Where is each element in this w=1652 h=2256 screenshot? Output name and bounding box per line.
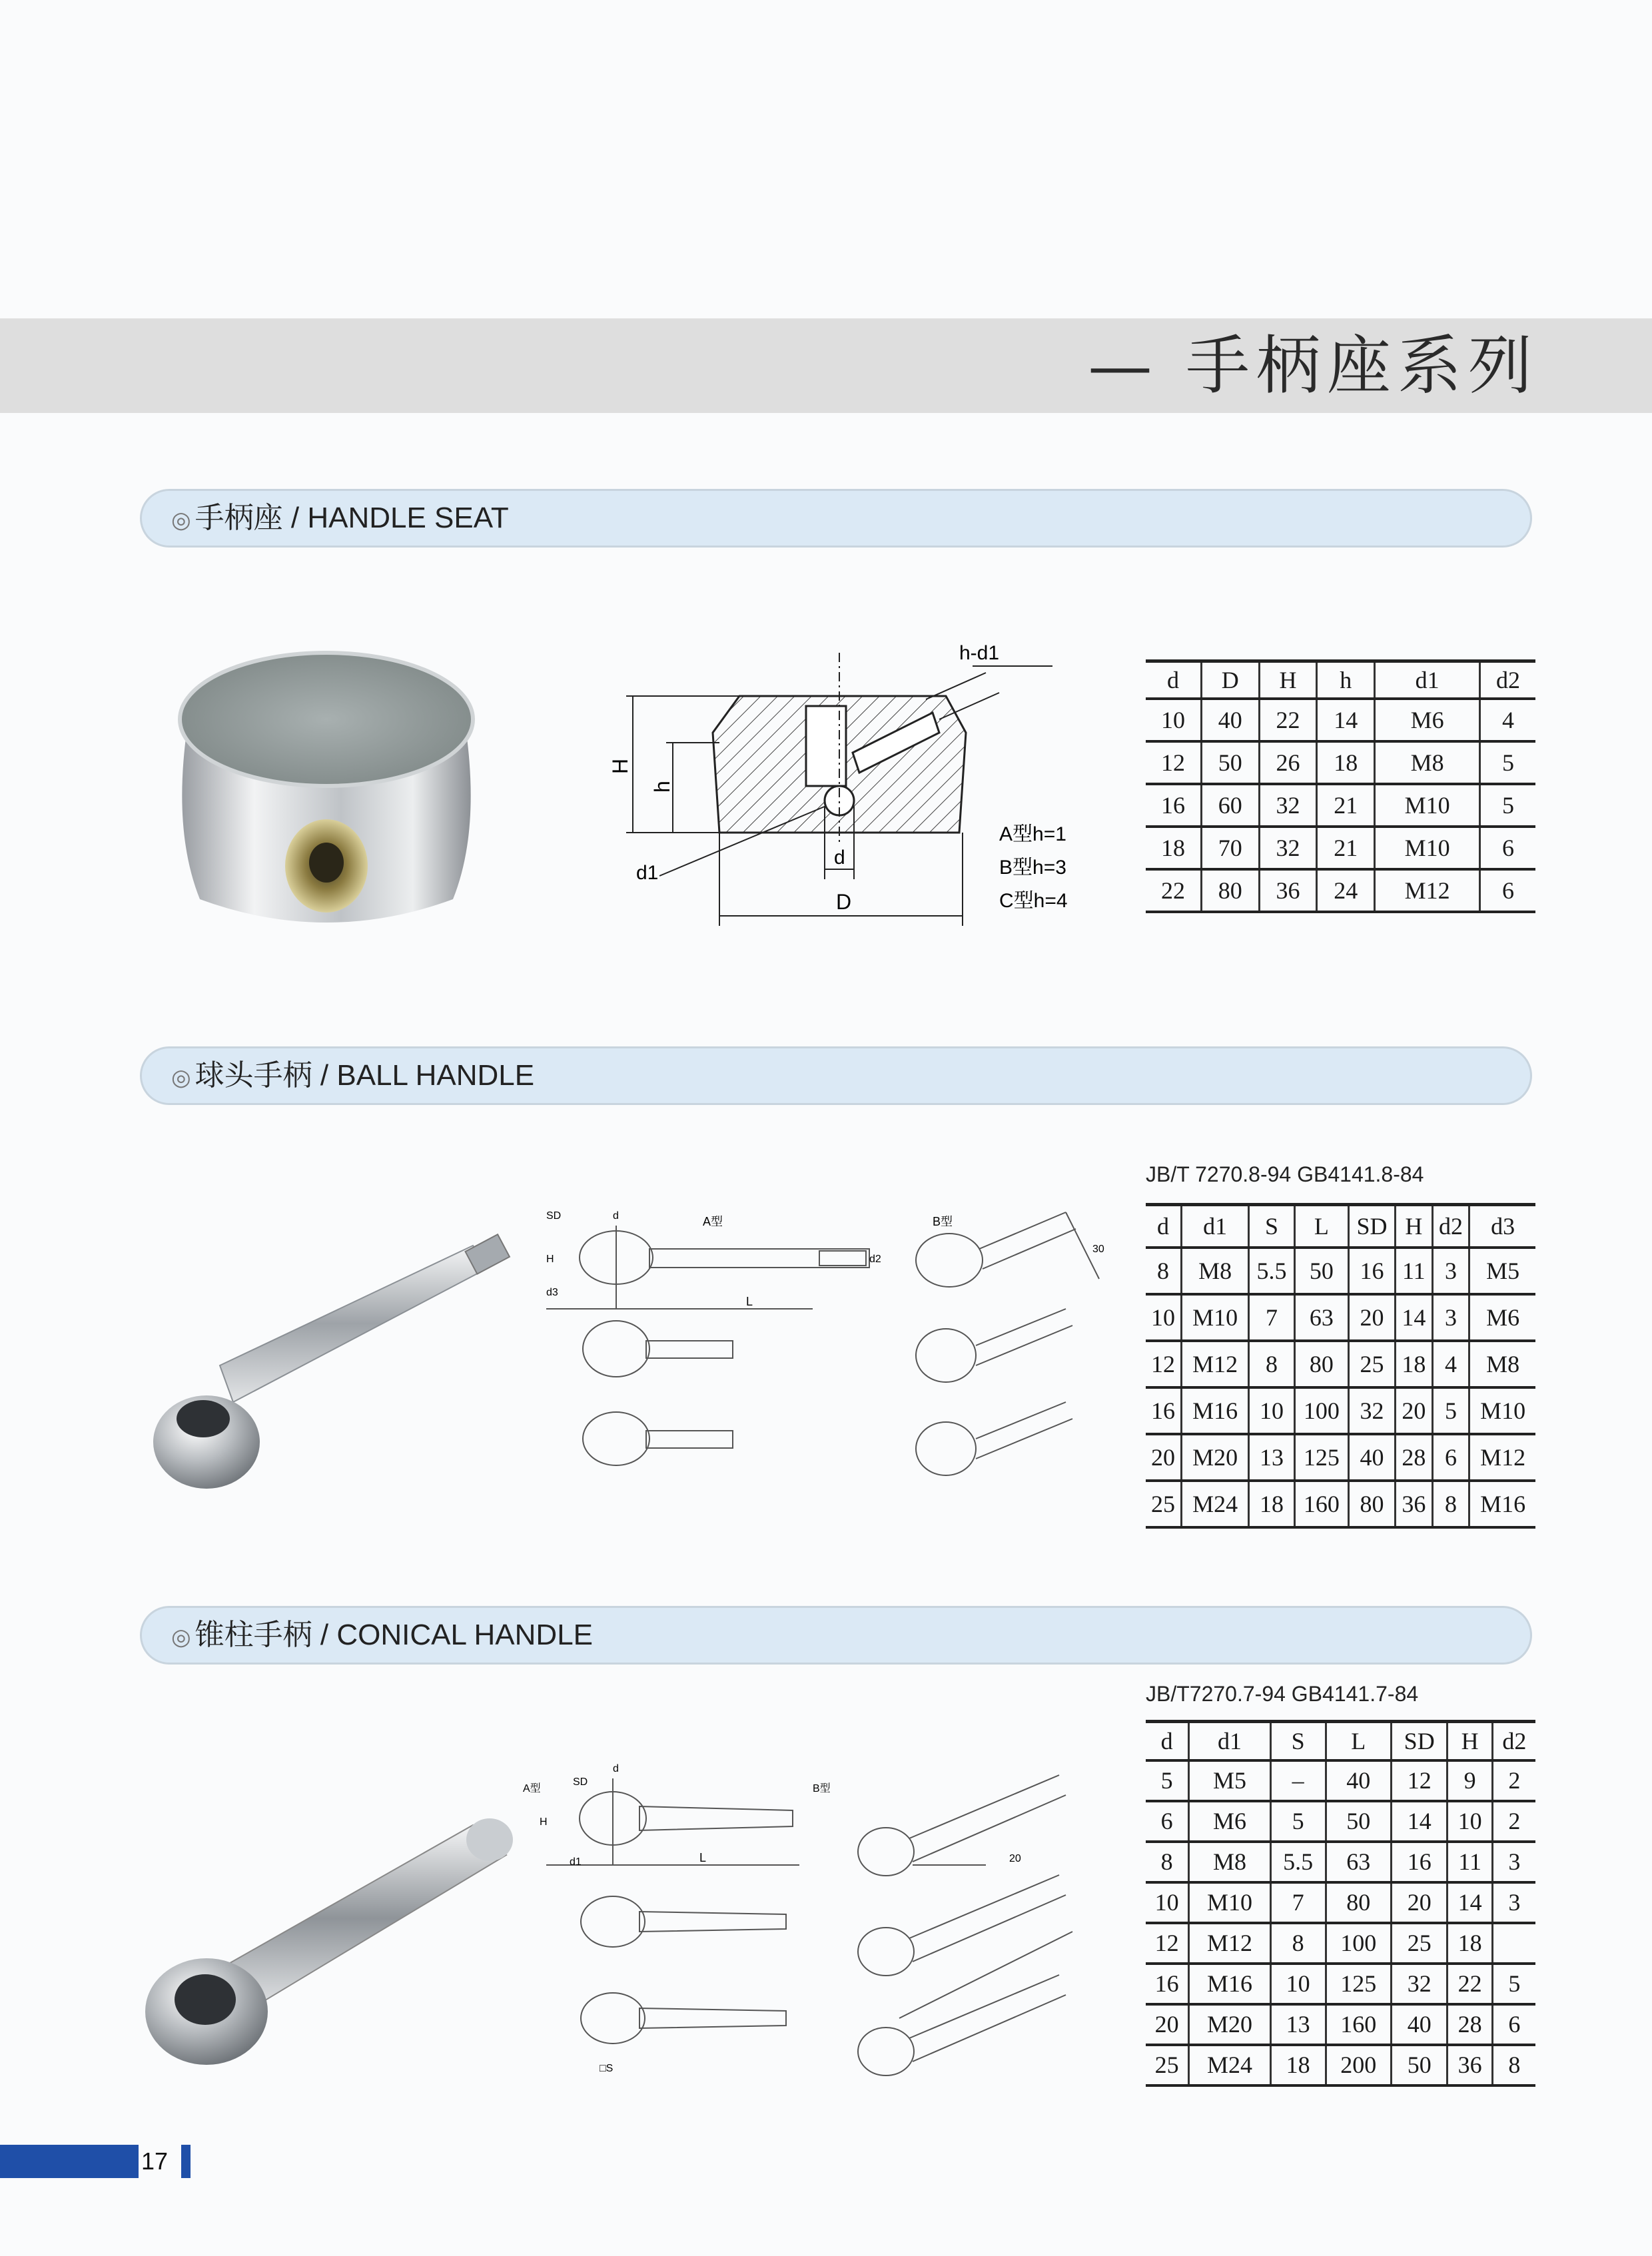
handle-seat-photo xyxy=(160,633,493,946)
table-row xyxy=(1146,1387,1535,1434)
column-header: L xyxy=(1294,1205,1348,1248)
svg-text:d: d xyxy=(613,1763,619,1774)
table-cell: 200 xyxy=(1326,2045,1391,2085)
table-cell: 25 xyxy=(1150,1490,1175,1517)
table-cell: 36 xyxy=(1447,2045,1492,2085)
table-cell: 50 xyxy=(1201,741,1259,784)
column-header: H xyxy=(1396,1205,1433,1248)
ball-handle-standard: JB/T 7270.8-94 GB4141.8-84 xyxy=(1146,1162,1424,1186)
table-cell: 6 xyxy=(1480,827,1535,869)
table-cell: M6 xyxy=(1469,1294,1535,1341)
table-cell: 21 xyxy=(1317,784,1375,827)
table-cell: M8 xyxy=(1469,1341,1535,1387)
table-cell: 21 xyxy=(1317,827,1375,869)
table-cell: 63 xyxy=(1294,1294,1348,1341)
table-cell: 12 xyxy=(1150,1350,1175,1377)
table-cell: 80 xyxy=(1349,1481,1396,1527)
svg-text:B型: B型 xyxy=(813,1783,831,1794)
table-cell: 11 xyxy=(1447,1842,1492,1882)
table-cell: 8 xyxy=(1160,1848,1173,1875)
column-header: d2 xyxy=(1492,1722,1535,1760)
table-cell: M16 xyxy=(1181,1387,1248,1434)
table-cell: 32 xyxy=(1349,1387,1396,1434)
table-cell: 100 xyxy=(1326,1923,1391,1964)
column-header: d xyxy=(1156,1212,1169,1240)
table-cell: 6 xyxy=(1492,2004,1535,2045)
table-cell: 36 xyxy=(1259,869,1317,912)
section-title: 锥柱手柄 / CONICAL HANDLE xyxy=(195,1619,594,1651)
table-cell: 5 xyxy=(1492,1964,1535,2004)
column-header: d1 xyxy=(1189,1722,1271,1760)
table-cell: 18 xyxy=(1396,1341,1433,1387)
handle-seat-drawing xyxy=(586,633,1112,933)
table-cell: 14 xyxy=(1396,1294,1433,1341)
table-cell: 18 xyxy=(1317,741,1375,784)
table-cell: 16 xyxy=(1160,791,1185,819)
table-cell: 22 xyxy=(1447,1964,1492,2004)
table-row xyxy=(1146,1434,1535,1481)
section-marker-icon: ◎ xyxy=(171,1625,191,1650)
table-cell: 50 xyxy=(1326,1801,1391,1842)
svg-text:h: h xyxy=(650,781,674,793)
table-cell: 100 xyxy=(1294,1387,1348,1434)
table-row xyxy=(1146,1248,1535,1294)
table-cell: 24 xyxy=(1317,869,1375,912)
table-cell: 8 xyxy=(1249,1341,1294,1387)
table-cell: 6 xyxy=(1480,869,1535,912)
section-conical-handle-header xyxy=(140,1606,1532,1665)
column-header: d1 xyxy=(1375,661,1480,699)
svg-text:h-d1: h-d1 xyxy=(959,642,1000,664)
table-cell: 5 xyxy=(1480,741,1535,784)
conical-handle-spec-table xyxy=(1146,1720,1535,2087)
table-cell: 40 xyxy=(1326,1760,1391,1801)
table-row xyxy=(1146,784,1535,827)
table-cell: 160 xyxy=(1326,2004,1391,2045)
table-cell: 32 xyxy=(1391,1964,1447,2004)
table-row xyxy=(1146,2045,1535,2085)
table-cell: 10 xyxy=(1249,1387,1294,1434)
table-cell: 60 xyxy=(1201,784,1259,827)
ball-handle-photo xyxy=(133,1232,533,1499)
table-cell: 14 xyxy=(1317,699,1375,741)
svg-text:d1: d1 xyxy=(570,1856,582,1868)
table-cell: M12 xyxy=(1181,1341,1248,1387)
svg-text:□S: □S xyxy=(600,2063,614,2074)
table-cell: 5 xyxy=(1480,784,1535,827)
svg-text:H: H xyxy=(608,758,632,774)
table-cell: 125 xyxy=(1294,1434,1348,1481)
table-cell: 3 xyxy=(1492,1882,1535,1923)
table-cell: 40 xyxy=(1391,2004,1447,2045)
table-cell: 8 xyxy=(1156,1257,1169,1284)
table-cell: M12 xyxy=(1189,1923,1271,1964)
table-header-row xyxy=(1146,1205,1535,1248)
table-cell: 7 xyxy=(1270,1882,1326,1923)
table-cell: 18 xyxy=(1270,2045,1326,2085)
table-cell: 10 xyxy=(1160,706,1185,733)
table-cell: 28 xyxy=(1396,1434,1433,1481)
table-cell: 18 xyxy=(1447,1923,1492,1964)
table-cell: 12 xyxy=(1391,1760,1447,1801)
table-row xyxy=(1146,1294,1535,1341)
svg-text:B型: B型 xyxy=(933,1215,953,1228)
table-cell: 12 xyxy=(1154,1930,1179,1956)
svg-text:D: D xyxy=(836,890,852,914)
table-cell: 125 xyxy=(1326,1964,1391,2004)
column-header: L xyxy=(1326,1722,1391,1760)
column-header: d xyxy=(1166,666,1179,693)
handle-seat-spec-table xyxy=(1146,659,1535,913)
table-cell: 3 xyxy=(1492,1842,1535,1882)
svg-text:L: L xyxy=(746,1295,753,1308)
svg-text:H: H xyxy=(540,1816,548,1828)
table-cell: 9 xyxy=(1447,1760,1492,1801)
table-cell: 70 xyxy=(1201,827,1259,869)
section-marker-icon: ◎ xyxy=(171,1065,191,1090)
svg-text:d: d xyxy=(613,1210,619,1222)
table-cell: 20 xyxy=(1396,1387,1433,1434)
table-cell: 25 xyxy=(1349,1341,1396,1387)
svg-text:30: 30 xyxy=(1092,1244,1104,1255)
table-cell: M8 xyxy=(1375,741,1480,784)
section-handle-seat-header xyxy=(140,489,1532,548)
table-cell: M10 xyxy=(1189,1882,1271,1923)
table-cell: 3 xyxy=(1432,1248,1469,1294)
svg-text:A型h=1: A型h=1 xyxy=(999,823,1066,845)
svg-text:SD: SD xyxy=(546,1210,562,1222)
svg-text:d3: d3 xyxy=(546,1287,558,1298)
table-cell: M12 xyxy=(1469,1434,1535,1481)
table-row xyxy=(1146,1964,1535,2004)
page-number-bar xyxy=(0,2145,139,2178)
table-cell: 12 xyxy=(1160,749,1185,776)
table-row xyxy=(1146,699,1535,741)
table-cell: M20 xyxy=(1181,1434,1248,1481)
column-header: H xyxy=(1259,661,1317,699)
table-cell: 36 xyxy=(1396,1481,1433,1527)
table-row xyxy=(1146,741,1535,784)
column-header: d1 xyxy=(1181,1205,1248,1248)
section-ball-handle-header xyxy=(140,1046,1532,1105)
table-cell: 25 xyxy=(1154,2052,1179,2078)
table-cell: M10 xyxy=(1469,1387,1535,1434)
section-title: 手柄座 / HANDLE SEAT xyxy=(195,502,509,534)
column-header: d2 xyxy=(1480,661,1535,699)
table-cell: 6 xyxy=(1432,1434,1469,1481)
table-cell: 40 xyxy=(1349,1434,1396,1481)
table-cell: 3 xyxy=(1432,1294,1469,1341)
table-cell: 5.5 xyxy=(1270,1842,1326,1882)
table-cell: M16 xyxy=(1469,1481,1535,1527)
table-cell: 40 xyxy=(1201,699,1259,741)
table-row xyxy=(1146,1801,1535,1842)
table-cell: 26 xyxy=(1259,741,1317,784)
svg-text:d: d xyxy=(834,847,845,869)
table-cell xyxy=(1492,1923,1535,1964)
table-cell: 5 xyxy=(1160,1767,1173,1794)
table-cell: 16 xyxy=(1391,1842,1447,1882)
table-cell: M8 xyxy=(1189,1842,1271,1882)
column-header: S xyxy=(1249,1205,1294,1248)
section-title: 球头手柄 / BALL HANDLE xyxy=(195,1059,535,1092)
conical-handle-photo xyxy=(133,1812,533,2078)
table-header-row xyxy=(1146,1722,1535,1760)
column-header: D xyxy=(1201,661,1259,699)
svg-text:d1: d1 xyxy=(636,862,659,884)
table-cell: 4 xyxy=(1480,699,1535,741)
svg-text:C型h=4: C型h=4 xyxy=(999,890,1068,912)
column-header: d2 xyxy=(1432,1205,1469,1248)
table-row xyxy=(1146,1481,1535,1527)
table-row xyxy=(1146,1842,1535,1882)
table-cell: M10 xyxy=(1375,784,1480,827)
page-number: 17 xyxy=(141,2147,169,2175)
header-banner xyxy=(0,318,1652,413)
table-cell: 25 xyxy=(1391,1923,1447,1964)
table-cell: 2 xyxy=(1492,1760,1535,1801)
table-cell: M6 xyxy=(1375,699,1480,741)
column-header: h xyxy=(1317,661,1375,699)
ball-handle-drawing xyxy=(533,1199,1132,1505)
table-row xyxy=(1146,869,1535,912)
table-row xyxy=(1146,1882,1535,1923)
ball-handle-spec-table xyxy=(1146,1203,1535,1529)
column-header: H xyxy=(1447,1722,1492,1760)
table-cell: 80 xyxy=(1294,1341,1348,1387)
table-cell: M10 xyxy=(1375,827,1480,869)
table-row xyxy=(1146,1341,1535,1387)
svg-text:d2: d2 xyxy=(869,1254,881,1265)
table-cell: 5.5 xyxy=(1249,1248,1294,1294)
conical-handle-standard: JB/T7270.7-94 GB4141.7-84 xyxy=(1146,1682,1419,1706)
table-cell: 32 xyxy=(1259,827,1317,869)
column-header: d xyxy=(1160,1727,1173,1754)
svg-text:H: H xyxy=(546,1254,554,1265)
table-row xyxy=(1146,2004,1535,2045)
table-cell: 10 xyxy=(1447,1801,1492,1842)
conical-handle-drawing xyxy=(520,1752,1139,2098)
table-cell: 4 xyxy=(1432,1341,1469,1387)
table-cell: 20 xyxy=(1391,1882,1447,1923)
svg-text:B型h=3: B型h=3 xyxy=(999,857,1066,879)
table-cell: 5 xyxy=(1432,1387,1469,1434)
table-cell: 11 xyxy=(1396,1248,1433,1294)
svg-text:A型: A型 xyxy=(523,1783,541,1794)
table-cell: M20 xyxy=(1189,2004,1271,2045)
section-marker-icon: ◎ xyxy=(171,508,191,533)
table-cell: M12 xyxy=(1375,869,1480,912)
table-cell: 80 xyxy=(1326,1882,1391,1923)
table-cell: M24 xyxy=(1189,2045,1271,2085)
table-cell: 14 xyxy=(1447,1882,1492,1923)
table-cell: M5 xyxy=(1469,1248,1535,1294)
table-row xyxy=(1146,827,1535,869)
table-cell: 5 xyxy=(1270,1801,1326,1842)
table-cell: 16 xyxy=(1154,1970,1179,1997)
table-cell: 14 xyxy=(1391,1801,1447,1842)
table-cell: 10 xyxy=(1150,1304,1175,1331)
table-cell: 18 xyxy=(1160,834,1185,861)
table-cell: 16 xyxy=(1150,1397,1175,1424)
table-cell: 20 xyxy=(1349,1294,1396,1341)
svg-text:L: L xyxy=(699,1851,707,1864)
table-cell: M24 xyxy=(1181,1481,1248,1527)
table-cell: 10 xyxy=(1154,1889,1179,1916)
table-header-row xyxy=(1146,661,1535,699)
table-cell: 8 xyxy=(1432,1481,1469,1527)
table-cell: – xyxy=(1270,1760,1326,1801)
table-cell: 13 xyxy=(1249,1434,1294,1481)
table-cell: 18 xyxy=(1249,1481,1294,1527)
page-number-tick xyxy=(181,2145,191,2178)
table-cell: 28 xyxy=(1447,2004,1492,2045)
page-title: — 手柄座系列 xyxy=(1088,328,1539,403)
svg-text:SD: SD xyxy=(573,1776,588,1788)
table-cell: 10 xyxy=(1270,1964,1326,2004)
column-header: SD xyxy=(1391,1722,1447,1760)
table-cell: 6 xyxy=(1160,1808,1173,1834)
table-cell: 16 xyxy=(1349,1248,1396,1294)
table-cell: 50 xyxy=(1294,1248,1348,1294)
svg-text:A型: A型 xyxy=(703,1215,723,1228)
table-cell: M10 xyxy=(1181,1294,1248,1341)
table-cell: 80 xyxy=(1201,869,1259,912)
table-cell: 32 xyxy=(1259,784,1317,827)
table-cell: 8 xyxy=(1492,2045,1535,2085)
svg-text:20: 20 xyxy=(1009,1853,1021,1864)
table-cell: 7 xyxy=(1249,1294,1294,1341)
table-cell: 2 xyxy=(1492,1801,1535,1842)
table-cell: 22 xyxy=(1259,699,1317,741)
table-cell: M5 xyxy=(1189,1760,1271,1801)
column-header: d3 xyxy=(1469,1205,1535,1248)
table-cell: 8 xyxy=(1270,1923,1326,1964)
table-cell: 20 xyxy=(1154,2011,1179,2038)
table-cell: M16 xyxy=(1189,1964,1271,2004)
table-cell: 13 xyxy=(1270,2004,1326,2045)
table-row xyxy=(1146,1760,1535,1801)
table-row xyxy=(1146,1923,1535,1964)
table-cell: 160 xyxy=(1294,1481,1348,1527)
table-cell: M8 xyxy=(1181,1248,1248,1294)
table-cell: M6 xyxy=(1189,1801,1271,1842)
table-cell: 20 xyxy=(1150,1443,1175,1471)
table-cell: 50 xyxy=(1391,2045,1447,2085)
table-cell: 22 xyxy=(1160,877,1185,904)
table-cell: 63 xyxy=(1326,1842,1391,1882)
column-header: S xyxy=(1270,1722,1326,1760)
column-header: SD xyxy=(1349,1205,1396,1248)
